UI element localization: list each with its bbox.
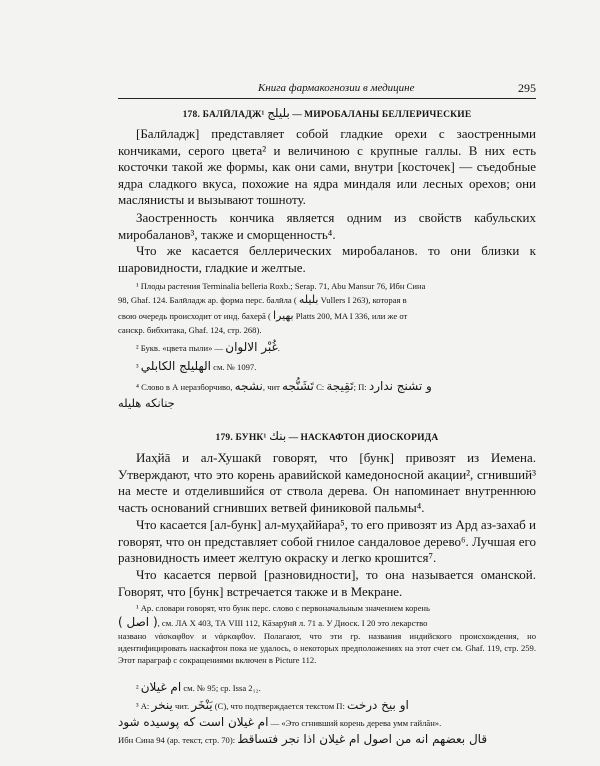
s179-footnote-2: ² ام غيلان см. № 95; ср. Issa 2₁₂. (136, 680, 261, 694)
fn1-arabic-2: بهیرا (273, 309, 294, 322)
s179-footnote-3-line-2: ام غيلان است كه پوسيده شود — «Это сгнивший корень дерева умм гайлāн». (118, 715, 442, 729)
s178-footnote-1-line-1: ¹ Плоды растения Terminalia belleria Roxb.; Serap. 71, Abu Mansur 76, Ибн Сина (136, 281, 426, 291)
s179-footnote-1-line-1: ¹ Ар. словари говорят, что бунк перс. слово с первоначальным значением корень (136, 603, 430, 613)
fn2-179-arabic: ام غيلان (140, 680, 182, 694)
heading-178-right: — МИРОБАЛАНЫ БЕЛЛЕРИЧЕСКИЕ (292, 110, 472, 120)
s178-paragraph-1: [Балӣладж] представляет собой гладкие орехи с заостренными кончиками, серого цвета² и величиною с крупные галлы. В них есть косточки такой же формы, как они сами, внутри [косточек] — съедобные ядра сладкого вкуса, похожие на ядра миндаля или лесных орехов; они маслянисты и вызывают тошноту. (118, 126, 536, 207)
fn1-179-arabic: ( اصل ) (118, 615, 158, 629)
section-179-heading (118, 429, 536, 443)
s179-footnote-1-line-3: названо νάσκαφθον и νάρκαφθον. Полагают, что эти гр. названия индийского происхождения, но идентифицировать наскафтон пока не удалось, о некоторых предположениях на этот счет см. Ghaf. 119, стр. 259. Этот параграф с сокращениями включен в Picture 112. (118, 631, 536, 665)
s178-paragraph-2: Заостренность кончика является одним из свойств кабульских миробаланов³, также и сморщенность⁴. (118, 210, 536, 242)
s179-paragraph-2: Что касается [ал-бунк] ал-муҳаййара⁵, то его привозят из Ард аз-захаб и говорят, что он представляет собой гнилое сандаловое дерево⁶. Лучшая его разновидность имеет желтую окраску и легко крошится⁷. (118, 517, 536, 565)
fn2-arabic: غُبْر الالوان (225, 340, 278, 354)
s179-paragraph-1: Иаҳйā и ал-Хушакӣ говорят, что [бунк] привозят из Иемена. Утверждают, что это корень аравийской камедоносной акации², сгнивший³ на месте и отделившийся от ствола дерева. Он напоминает внутреннюю часть оснований сгнивших ветвей финиковой пальмы⁴. (118, 450, 536, 515)
s178-footnote-4: ⁴ Слово в А неразборчиво, نشجه, чит تَشَنُّجه C: تَقِيجة; П: و تشنج ندارد (136, 379, 432, 393)
s178-footnote-2: ² Букв. «цвета пыли» — غُبْر الالوان. (136, 340, 280, 354)
heading-179-left: 179. БУНК¹ (215, 433, 267, 443)
heading-179-right: — НАСКАФТОН ДИОСКОРИДА (288, 433, 439, 443)
running-title: Книга фармакогнозии в медицине (258, 82, 415, 94)
section-178-heading (118, 106, 536, 120)
fn1-arabic-1: بلیله (298, 293, 319, 306)
header-rule (118, 98, 536, 99)
running-header (118, 82, 536, 98)
page-number: 295 (518, 81, 536, 95)
s178-footnote-1-line-4: санскр. бибхитака, Ghaf. 124, стр. 268). (118, 325, 262, 335)
heading-179-arabic: بنك (269, 429, 287, 443)
fn4-arabic-continuation: جنانكه هليله (118, 396, 175, 410)
s178-paragraph-3: Что же касается беллерических миробаланов. то они близки к шаровидности, гладкие и желтые. (118, 243, 536, 275)
s178-footnote-3: ³ الهليلج الكابلي см. № 1097. (136, 359, 257, 373)
heading-178-arabic: بليلج (267, 106, 290, 120)
s179-paragraph-3: Что касается первой [разновидности], то она называется оманской. Говорят, что [бунк] встречается также и в Мекране. (118, 567, 536, 599)
s179-footnote-3-line-3: Ибн Сина 94 (ар. текст, стр. 70): قال بعضهم انه من اصول ام غيلان اذا نجر فتساقط (118, 732, 488, 746)
s179-footnote-1-line-2: ( اصل ), см. ЛА X 403, ТА VIII 112, Кāзарӯнӣ л. 71 а. У Диоск. I 20 это лекарство (118, 615, 428, 629)
s178-footnote-1-line-3: свою очередь происходит от инд. бахерā ( بهیرا Platts 200, MA I 336, или же от (118, 309, 408, 322)
heading-178-left: 178. БАЛӢЛАДЖ¹ (182, 110, 265, 120)
s178-footnote-1-line-2: 98, Ghaf. 124. Балӣладж ар. форма перс. балӣла ( بلیله Vullers I 263), которая в (118, 293, 407, 306)
fn3-arabic: الهليلج الكابلي (140, 359, 211, 373)
s179-footnote-3-line-1: ³ А: ينخر чит. يَنْخَر (С), что подтверждается текстом П: او بيخ درخت (136, 698, 409, 712)
